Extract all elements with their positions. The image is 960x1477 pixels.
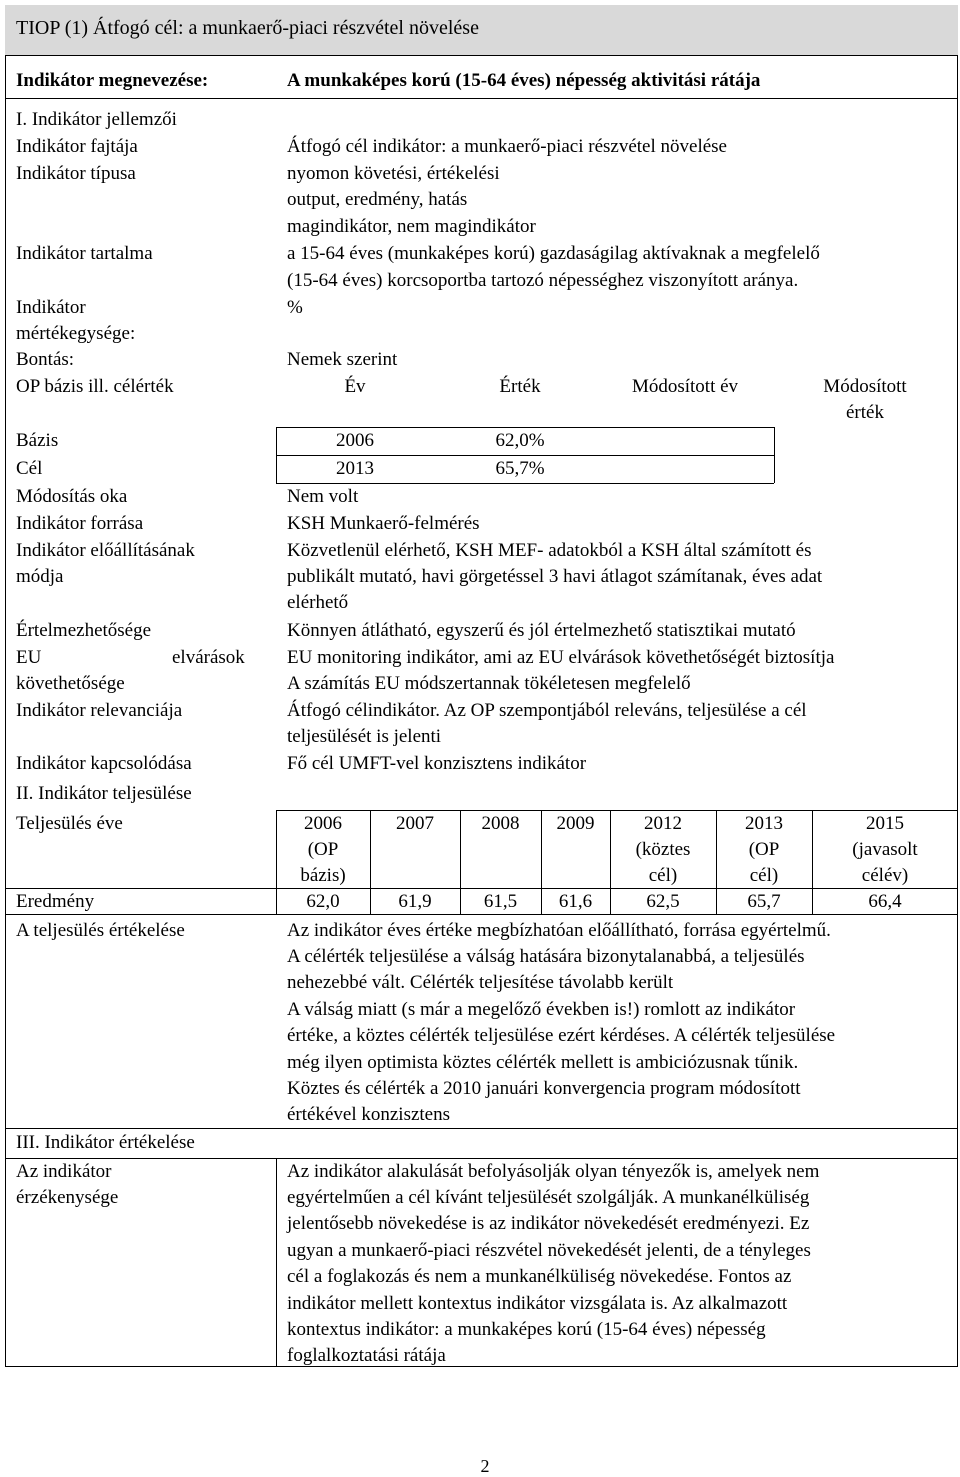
tipusa-line-3: magindikátor, nem magindikátor xyxy=(287,216,536,237)
erzekenyseg-line-4: ugyan a munkaerő-piaci részvétel növekedését jelenti, de a tényleges xyxy=(287,1240,811,1261)
eredmeny-value-2: 61,5 xyxy=(483,891,518,912)
mertekegyseg-label-2: mértékegysége: xyxy=(16,323,136,344)
tartalma-label: Indikátor tartalma xyxy=(16,243,153,264)
eloallitas-label-1: Indikátor előállításának xyxy=(16,540,195,561)
year-header-2: 2008 xyxy=(481,813,520,834)
eloallitas-line-3: elérhető xyxy=(287,592,349,613)
kapcsolodas-label: Indikátor kapcsolódása xyxy=(16,753,192,774)
ertekelese-line-6: még ilyen optimista köztes célérték mellett is ambiciózusnak tűnik. xyxy=(287,1052,799,1073)
bazis-label: Bázis xyxy=(16,430,59,451)
teljesules-label: Teljesülés éve xyxy=(16,813,123,834)
mertekegyseg-value: % xyxy=(287,297,303,318)
mertekegyseg-label-1: Indikátor xyxy=(16,297,86,318)
op-header-label: OP bázis ill. célérték xyxy=(16,376,174,397)
ertelmezhetoseg-label: Értelmezhetősége xyxy=(16,620,152,641)
eredmeny-value-6: 66,4 xyxy=(868,891,902,912)
year-header-5-line-3: cél) xyxy=(749,865,779,886)
bontas-label: Bontás: xyxy=(16,349,75,370)
page-number: 2 xyxy=(480,1456,490,1476)
rule-under-name xyxy=(5,98,958,99)
section-1-heading: I. Indikátor jellemzői xyxy=(16,109,177,130)
year-header-0-line-2: (OP xyxy=(307,839,339,860)
forras-value: KSH Munkaerő-felmérés xyxy=(287,513,480,534)
eredmeny-value-0: 62,0 xyxy=(306,891,340,912)
year-header-0-line-1: 2006 xyxy=(304,813,342,834)
cel-ertek: 65,7% xyxy=(495,458,545,479)
erzekenyseg-line-3: jelentősebb növekedése is az indikátor növekedését eredményezi. Ez xyxy=(287,1213,810,1234)
year-header-3: 2009 xyxy=(556,813,595,834)
modositas-label: Módosítás oka xyxy=(16,486,128,507)
op-header-ertek: Érték xyxy=(499,376,541,397)
erzekenyseg-line-8: foglalkoztatási rátája xyxy=(287,1345,446,1366)
eloallitas-line-1: Közvetlenül elérhető, KSH MEF- adatokból a KSH által számított és xyxy=(287,540,812,561)
eredmeny-value-4: 62,5 xyxy=(646,891,680,912)
ertelmezhetoseg-value: Könnyen átlátható, egyszerű és jól értelmezhető statisztikai mutató xyxy=(287,620,796,641)
relevancia-line-1: Átfogó célindikátor. Az OP szempontjából releváns, teljesülése a cél xyxy=(287,700,807,721)
ertekelese-line-7: Köztes és célérték a 2010 januári konvergencia program módosított xyxy=(287,1078,801,1099)
ertekelese-line-4: A válság miatt (s már a megelőző években is!) romlott az indikátor xyxy=(287,999,796,1020)
eu-label-1: EU xyxy=(16,647,42,668)
ertekelese-line-3: nehezebbé vált. Célérték teljesítése távolabb került xyxy=(287,972,674,993)
rule-op-right xyxy=(774,427,775,483)
eu-line-2: A számítás EU módszertannak tökéletesen megfelelő xyxy=(287,673,691,694)
fajtaja-label: Indikátor fajtája xyxy=(16,136,138,157)
ertekelese-line-1: Az indikátor éves értéke megbízhatóan előállítható, forrása egyértelmű. xyxy=(287,920,831,941)
section-2-heading: II. Indikátor teljesülése xyxy=(16,783,192,804)
ertekelese-label: A teljesülés értékelése xyxy=(16,920,185,941)
year-header-4-line-1: 2012 xyxy=(644,813,682,834)
cel-label: Cél xyxy=(16,458,43,479)
tartalma-line-2: (15-64 éves) korcsoportba tartozó népességhez viszonyított aránya. xyxy=(287,270,799,291)
section-3-heading: III. Indikátor értékelése xyxy=(16,1132,195,1153)
erzekenyseg-line-5: cél a foglakozás és nem a munkanélküliség növekedése. Fontos az xyxy=(287,1266,792,1287)
erzekenyseg-line-7: kontextus indikátor: a munkaképes korú (15-64 éves) népesség xyxy=(287,1319,766,1340)
relevancia-line-2: teljesülését is jelenti xyxy=(287,726,442,747)
op-header-ev: Év xyxy=(344,376,366,397)
op-header-mod-ertek-1: Módosított xyxy=(823,376,907,397)
eu-line-1: EU monitoring indikátor, ami az EU elvárások követhetőségét biztosítja xyxy=(287,647,835,668)
kapcsolodas-value: Fő cél UMFT-vel konzisztens indikátor xyxy=(287,753,587,774)
ertekelese-line-8: értékével konzisztens xyxy=(287,1104,451,1125)
bazis-ev: 2006 xyxy=(336,430,374,451)
bontas-value: Nemek szerint xyxy=(287,349,398,370)
cel-ev: 2013 xyxy=(336,458,374,479)
tipusa-label: Indikátor típusa xyxy=(16,163,136,184)
op-header-mod-ev: Módosított év xyxy=(631,376,739,397)
tipusa-line-1: nyomon követési, értékelési xyxy=(287,163,500,184)
erzekenyseg-line-2: egyértelműen a cél kívánt teljesülését szolgálják. A munkanélküliség xyxy=(287,1187,810,1208)
ertekelese-line-5: értéke, a köztes célérték teljesülése ezért kérdéses. A célérték teljesülése xyxy=(287,1025,836,1046)
name-value: A munkaképes korú (15-64 éves) népesség aktivitási rátája xyxy=(287,70,761,91)
erzekenyseg-line-6: indikátor mellett kontextus indikátor vizsgálata is. Az alkalmazott xyxy=(287,1293,788,1314)
year-header-5-line-2: (OP xyxy=(748,839,780,860)
eu-label-2: elvárások xyxy=(172,647,245,668)
rule-section3-top xyxy=(5,1128,958,1129)
tartalma-line-1: a 15-64 éves (munkaképes korú) gazdaságilag aktívaknak a megfelelő xyxy=(287,243,820,264)
year-header-4-line-3: cél) xyxy=(648,865,678,886)
eredmeny-value-1: 61,9 xyxy=(398,891,432,912)
eredmeny-value-5: 65,7 xyxy=(747,891,781,912)
eloallitas-line-2: publikált mutató, havi görgetéssel 3 havi átlagot számítanak, éves adat xyxy=(287,566,823,587)
year-header-1: 2007 xyxy=(396,813,434,834)
ertekelese-line-2: A célérték teljesülése a válság hatására bizonytalanabbá, a teljesülés xyxy=(287,946,805,967)
year-header-6-line-1: 2015 xyxy=(866,813,904,834)
year-header-4-line-2: (köztes xyxy=(635,839,691,860)
modositas-value: Nem volt xyxy=(287,486,359,507)
eredmeny-label: Eredmény xyxy=(16,891,95,912)
rule-erzekenyseg-left xyxy=(276,1158,277,1367)
year-header-0-line-3: bázis) xyxy=(300,865,346,886)
eloallitas-label-2: módja xyxy=(16,566,64,587)
year-header-6-line-2: (javasolt xyxy=(852,839,918,860)
eu-label-3: követhetősége xyxy=(16,673,125,694)
erzekenyseg-line-1: Az indikátor alakulását befolyásolják olyan tényezők is, amelyek nem xyxy=(287,1161,820,1182)
year-header-6-line-3: célév) xyxy=(861,865,909,886)
relevancia-label: Indikátor relevanciája xyxy=(16,700,183,721)
erzekenyseg-label-1: Az indikátor xyxy=(16,1161,112,1182)
eredmeny-value-3: 61,6 xyxy=(558,891,593,912)
forras-label: Indikátor forrása xyxy=(16,513,144,534)
name-label: Indikátor megnevezése: xyxy=(16,70,209,91)
op-header-mod-ertek-2: érték xyxy=(846,402,884,423)
erzekenyseg-label-2: érzékenysége xyxy=(16,1187,119,1208)
year-header-5-line-1: 2013 xyxy=(745,813,783,834)
fajtaja-value: Átfogó cél indikátor: a munkaerő-piaci részvétel növelése xyxy=(287,136,727,157)
tipusa-line-2: output, eredmény, hatás xyxy=(287,189,468,210)
bazis-ertek: 62,0% xyxy=(495,430,545,451)
sheet-title: TIOP (1) Átfogó cél: a munkaerő-piaci részvétel növelése xyxy=(16,17,479,39)
